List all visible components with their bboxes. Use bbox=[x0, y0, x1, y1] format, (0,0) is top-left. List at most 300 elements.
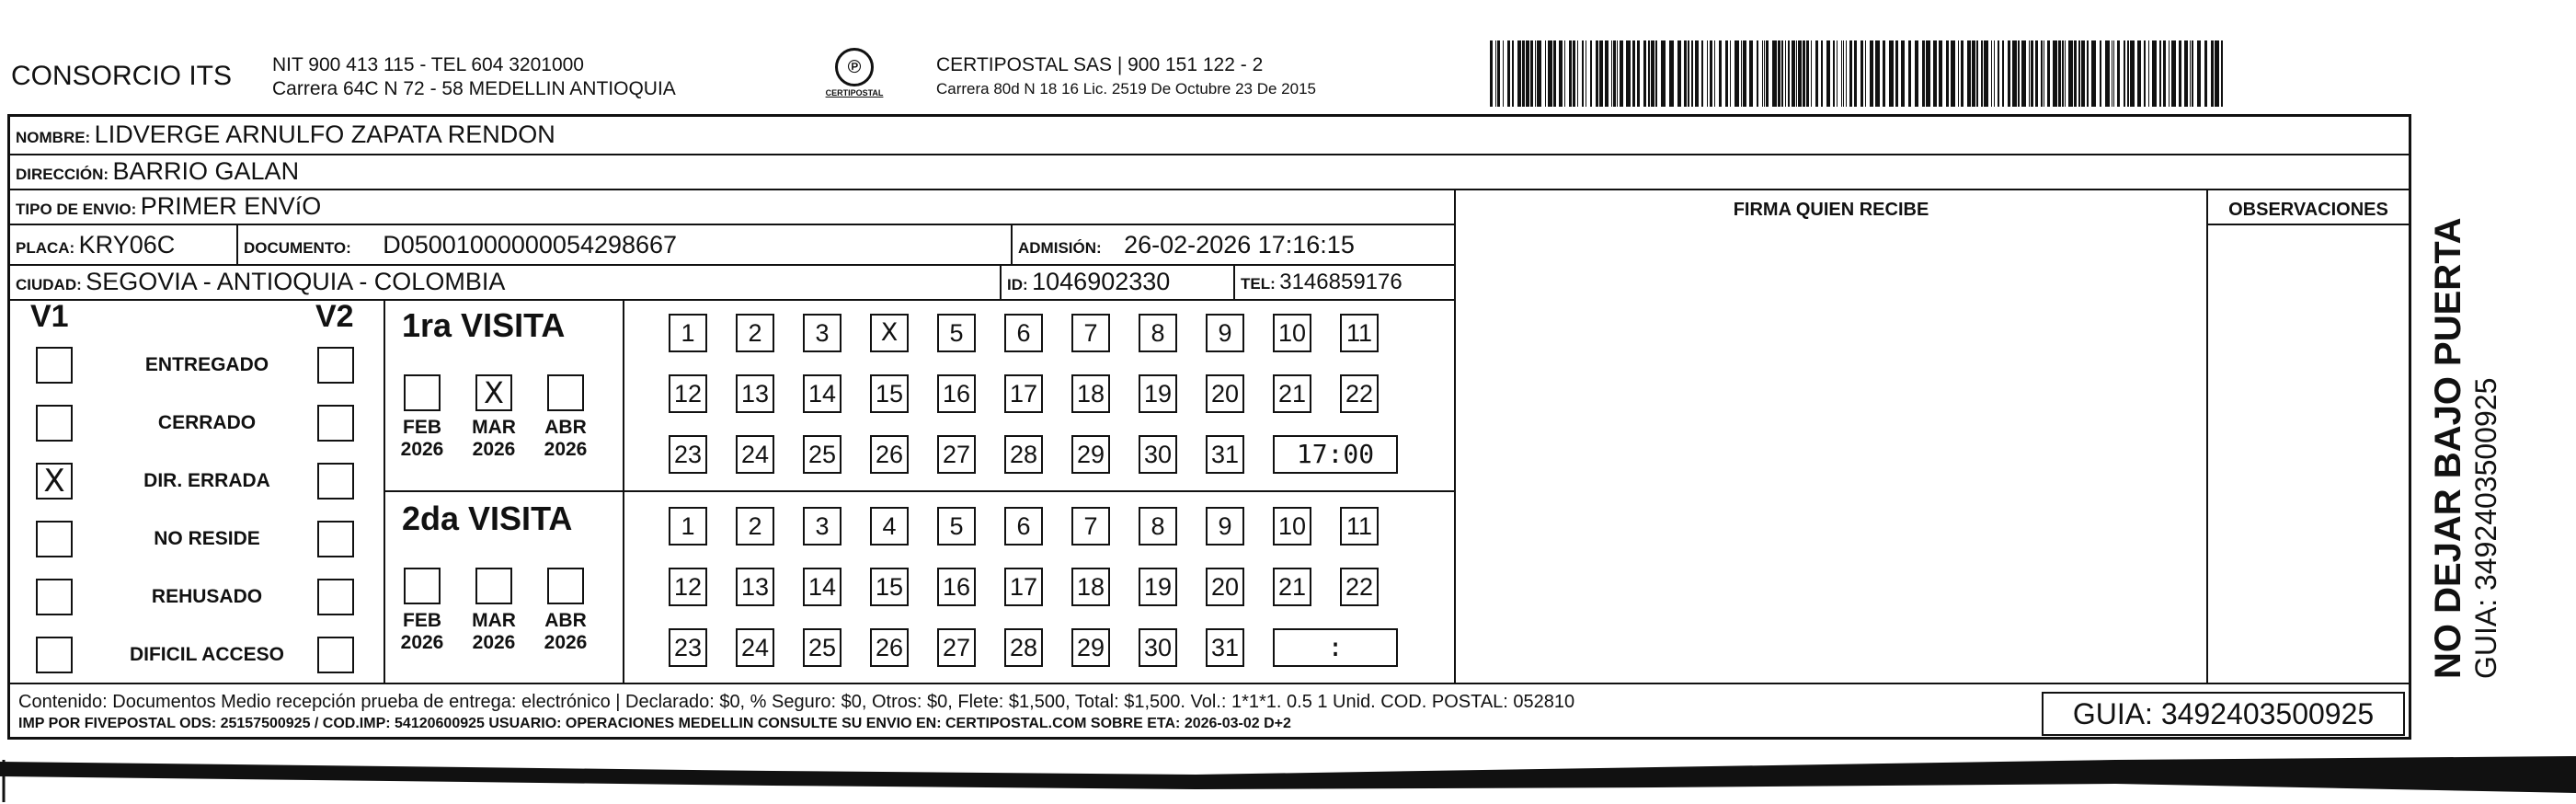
barcode-bar bbox=[1792, 40, 1795, 107]
barcode-bar bbox=[2021, 40, 2026, 107]
barcode-bar bbox=[2029, 40, 2030, 107]
barcode-bar bbox=[1860, 40, 1863, 107]
company-name: CONSORCIO ITS bbox=[11, 61, 233, 91]
barcode-bar bbox=[1490, 40, 1493, 107]
barcode-bar bbox=[1772, 40, 1777, 107]
rule bbox=[236, 224, 238, 264]
second-visit-day[interactable]: 24 bbox=[736, 628, 774, 667]
rule bbox=[10, 224, 1454, 225]
barcode-bar bbox=[1497, 40, 1500, 107]
barcode-bar bbox=[2113, 40, 2114, 107]
barcode-bar bbox=[1998, 40, 1999, 107]
second-visit-day[interactable]: 3 bbox=[803, 507, 841, 546]
barcode-bar bbox=[1815, 40, 1818, 107]
barcode-bar bbox=[2192, 40, 2193, 107]
barcode-bar bbox=[2031, 40, 2033, 107]
first-visit-day[interactable]: 20 bbox=[1206, 374, 1244, 413]
second-visit-day[interactable]: 20 bbox=[1206, 568, 1244, 606]
barcode-bar bbox=[1946, 40, 1949, 107]
barcode-bar bbox=[1655, 40, 1657, 107]
first-visit-day[interactable]: 17 bbox=[1004, 374, 1043, 413]
second-visit-month-checkbox[interactable] bbox=[475, 568, 512, 604]
barcode-bar bbox=[1785, 40, 1786, 107]
barcode-bar bbox=[1865, 40, 1866, 107]
rule bbox=[10, 264, 1454, 266]
nombre-field bbox=[16, 121, 555, 149]
v2-checkbox[interactable] bbox=[317, 637, 354, 673]
v2-checkbox[interactable] bbox=[317, 521, 354, 557]
barcode-bar bbox=[1846, 40, 1847, 107]
tipo-field bbox=[16, 192, 321, 221]
barcode-bar bbox=[1915, 40, 1918, 107]
barcode-bar bbox=[1725, 40, 1728, 107]
second-visit-month-label bbox=[395, 610, 450, 654]
first-visit-day[interactable]: 25 bbox=[803, 435, 841, 474]
barcode-bar bbox=[1833, 40, 1835, 107]
second-visit-day[interactable]: 12 bbox=[669, 568, 707, 606]
barcode-bar bbox=[1843, 40, 1844, 107]
second-visit-day[interactable]: 15 bbox=[870, 568, 909, 606]
side-notice bbox=[2428, 217, 2503, 679]
v1-checkbox[interactable] bbox=[36, 637, 73, 673]
first-visit-day[interactable]: 16 bbox=[937, 374, 976, 413]
second-visit-day[interactable]: 1 bbox=[669, 507, 707, 546]
barcode-bar bbox=[1749, 40, 1753, 107]
ciudad-field bbox=[16, 268, 505, 296]
v2-checkbox[interactable] bbox=[317, 405, 354, 442]
id-field bbox=[1007, 268, 1170, 296]
barcode-bar bbox=[1564, 40, 1565, 107]
second-visit-day[interactable]: 27 bbox=[937, 628, 976, 667]
barcode-bar bbox=[2081, 40, 2085, 107]
ciudad-value: SEGOVIA - ANTIOQUIA - COLOMBIA bbox=[86, 268, 506, 295]
barcode-bar bbox=[2130, 40, 2135, 107]
nit-line: NIT 900 413 115 - TEL 604 3201000 bbox=[272, 54, 584, 75]
second-visit-day[interactable]: 26 bbox=[870, 628, 909, 667]
second-visit-day[interactable]: 29 bbox=[1071, 628, 1110, 667]
v2-checkbox[interactable] bbox=[317, 347, 354, 384]
barcode-bar bbox=[2008, 40, 2010, 107]
barcode-bar bbox=[1596, 40, 1598, 107]
status-label: CERRADO bbox=[157, 412, 257, 433]
barcode-bar bbox=[1741, 40, 1742, 107]
first-visit-day[interactable]: 30 bbox=[1139, 435, 1177, 474]
barcode-bar bbox=[2152, 40, 2157, 107]
first-visit-day[interactable]: 6 bbox=[1004, 314, 1043, 352]
barcode-bar bbox=[1967, 40, 1971, 107]
barcode-bar bbox=[1764, 40, 1765, 107]
first-visit-time[interactable]: 17:00 bbox=[1273, 435, 1398, 474]
barcode-bar bbox=[1535, 40, 1536, 107]
second-visit-day[interactable]: 4 bbox=[870, 507, 909, 546]
barcode-bar bbox=[2035, 40, 2038, 107]
admision-value: 26-02-2026 17:16:15 bbox=[1124, 231, 1355, 258]
v1-header: V1 bbox=[30, 299, 69, 334]
barcode-bar bbox=[1939, 40, 1942, 107]
tipo-value: PRIMER ENVíO bbox=[140, 192, 322, 220]
first-visit-month-checkbox[interactable]: X bbox=[475, 374, 512, 411]
second-visit-time[interactable]: : bbox=[1273, 628, 1398, 667]
status-label: DIR. ERRADA bbox=[143, 470, 270, 491]
second-visit-month-checkbox[interactable] bbox=[404, 568, 441, 604]
rule bbox=[384, 490, 1454, 492]
first-visit-day[interactable]: 7 bbox=[1071, 314, 1110, 352]
month-year: 2026 bbox=[472, 439, 516, 460]
first-visit-day[interactable]: 18 bbox=[1071, 374, 1110, 413]
second-visit-day[interactable]: 22 bbox=[1340, 568, 1379, 606]
barcode-bar bbox=[1972, 40, 1975, 107]
v1-checkbox[interactable]: X bbox=[36, 463, 73, 500]
logo-text: CERTIPOSTAL bbox=[825, 88, 884, 98]
barcode-bar bbox=[1530, 40, 1533, 107]
first-visit-day[interactable]: 27 bbox=[937, 435, 976, 474]
barcode-bar bbox=[1926, 40, 1930, 107]
status-label: REHUSADO bbox=[151, 586, 263, 607]
barcode-bar bbox=[1719, 40, 1722, 107]
second-visit-day[interactable]: 11 bbox=[1340, 507, 1379, 546]
direccion-label: DIRECCIÓN: bbox=[16, 166, 109, 183]
second-visit-day[interactable]: 9 bbox=[1206, 507, 1244, 546]
rule bbox=[1000, 264, 1002, 299]
first-visit-day[interactable]: 29 bbox=[1071, 435, 1110, 474]
barcode-bar bbox=[1553, 40, 1556, 107]
month-name: ABR bbox=[544, 417, 587, 438]
barcode-bar bbox=[1503, 40, 1504, 107]
month-year: 2026 bbox=[400, 632, 444, 653]
second-visit-day[interactable]: 16 bbox=[937, 568, 976, 606]
barcode-bar bbox=[1788, 40, 1790, 107]
first-visit-day[interactable]: 10 bbox=[1273, 314, 1311, 352]
ciudad-label: CIUDAD: bbox=[16, 276, 82, 293]
second-visit-day[interactable]: 5 bbox=[937, 507, 976, 546]
month-name: ABR bbox=[544, 610, 587, 631]
address-line: Carrera 64C N 72 - 58 MEDELLIN ANTIOQUIA bbox=[272, 78, 676, 99]
barcode-bar bbox=[1958, 40, 1959, 107]
first-visit-month-label bbox=[395, 417, 450, 461]
barcode-bar bbox=[1984, 40, 1988, 107]
second-visit-month-checkbox[interactable] bbox=[547, 568, 584, 604]
first-visit-day[interactable]: 23 bbox=[669, 435, 707, 474]
barcode-bar bbox=[2065, 40, 2066, 107]
v2-checkbox[interactable] bbox=[317, 463, 354, 500]
rule bbox=[1233, 264, 1235, 299]
barcode-bar bbox=[1730, 40, 1731, 107]
certipostal-line: CERTIPOSTAL SAS | 900 151 122 - 2 bbox=[936, 54, 1264, 75]
barcode-bar bbox=[1632, 40, 1635, 107]
barcode-bar bbox=[1648, 40, 1650, 107]
v1-checkbox[interactable] bbox=[36, 405, 73, 442]
torn-edge bbox=[0, 756, 2576, 804]
month-name: FEB bbox=[403, 610, 441, 631]
barcode-bar bbox=[1620, 40, 1623, 107]
placa-field bbox=[16, 231, 175, 259]
barcode-bar bbox=[1545, 40, 1546, 107]
first-visit-day[interactable]: 21 bbox=[1273, 374, 1311, 413]
barcode-bar bbox=[1695, 40, 1699, 107]
first-visit-day[interactable]: X bbox=[870, 314, 909, 352]
barcode-bar bbox=[1512, 40, 1514, 107]
rule bbox=[10, 683, 2409, 684]
footer-content: Contenido: Documentos Medio recepción prueba de entrega: electrónico | Declarado: $0, % Seguro: $0, Otros: $0, Flete: $1,500, Total: $1,500. Vol.: 1*1*1. 0.5 1 Unid. COD. POSTAL: 052810 bbox=[18, 692, 1575, 712]
documento-label: DOCUMENTO: bbox=[244, 239, 351, 257]
barcode-bar bbox=[1766, 40, 1769, 107]
certipostal-info bbox=[936, 53, 1316, 101]
barcode-bar bbox=[1883, 40, 1885, 107]
month-year: 2026 bbox=[472, 632, 516, 653]
v1-checkbox[interactable] bbox=[36, 347, 73, 384]
tel-field bbox=[1241, 270, 1402, 295]
rule bbox=[1011, 224, 1013, 264]
barcode-bar bbox=[1895, 40, 1898, 107]
side-guia: GUIA: 3492403500925 bbox=[2469, 377, 2502, 679]
barcode-bar bbox=[1661, 40, 1666, 107]
first-visit-day[interactable]: 12 bbox=[669, 374, 707, 413]
barcode-bar bbox=[2204, 40, 2207, 107]
first-visit-month-label bbox=[466, 417, 521, 461]
rule bbox=[623, 299, 624, 683]
second-visit-day[interactable]: 25 bbox=[803, 628, 841, 667]
barcode-bar bbox=[1590, 40, 1592, 107]
barcode-bar bbox=[2058, 40, 2061, 107]
barcode-bar bbox=[1757, 40, 1758, 107]
v2-checkbox[interactable] bbox=[317, 579, 354, 615]
first-visit-day[interactable]: 19 bbox=[1139, 374, 1177, 413]
first-visit-day[interactable]: 9 bbox=[1206, 314, 1244, 352]
barcode-bar bbox=[1710, 40, 1712, 107]
first-visit-day[interactable]: 15 bbox=[870, 374, 909, 413]
barcode-bar bbox=[1981, 40, 1983, 107]
guide-form bbox=[7, 114, 2411, 740]
second-visit-day[interactable]: 10 bbox=[1273, 507, 1311, 546]
second-visit-day[interactable]: 17 bbox=[1004, 568, 1043, 606]
rule bbox=[10, 154, 2409, 155]
barcode-bar bbox=[1811, 40, 1812, 107]
first-visit-day[interactable]: 26 bbox=[870, 435, 909, 474]
barcode-bar bbox=[1743, 40, 1746, 107]
barcode-bar bbox=[2078, 40, 2080, 107]
barcode-bar bbox=[2074, 40, 2077, 107]
second-visit-day[interactable]: 21 bbox=[1273, 568, 1311, 606]
barcode-bar bbox=[2117, 40, 2120, 107]
barcode-bar bbox=[1537, 40, 1541, 107]
barcode-bar bbox=[2169, 40, 2170, 107]
barcode-bar bbox=[1559, 40, 1563, 107]
first-visit-day[interactable]: 8 bbox=[1139, 314, 1177, 352]
barcode-bar bbox=[1677, 40, 1681, 107]
rule bbox=[1454, 189, 1456, 683]
barcode-bar bbox=[1651, 40, 1654, 107]
barcode-bar bbox=[2041, 40, 2043, 107]
barcode-bar bbox=[1691, 40, 1693, 107]
barcode-bar bbox=[1669, 40, 1674, 107]
second-visit-day[interactable]: 31 bbox=[1206, 628, 1244, 667]
first-visit-month-label bbox=[538, 417, 593, 461]
tipo-label: TIPO DE ENVIO: bbox=[16, 201, 137, 218]
barcode-bar bbox=[1577, 40, 1578, 107]
tel-value: 3146859176 bbox=[1279, 270, 1402, 294]
first-visit-day[interactable]: 13 bbox=[736, 374, 774, 413]
barcode-bar bbox=[1841, 40, 1842, 107]
nombre-label: NOMBRE: bbox=[16, 129, 91, 146]
second-visit-day[interactable]: 28 bbox=[1004, 628, 1043, 667]
barcode bbox=[1490, 40, 2226, 107]
barcode-bar bbox=[1961, 40, 1963, 107]
barcode-bar bbox=[2197, 40, 2201, 107]
first-visit-month-checkbox[interactable] bbox=[404, 374, 441, 411]
barcode-bar bbox=[2190, 40, 2191, 107]
barcode-bar bbox=[2171, 40, 2176, 107]
rule bbox=[2206, 189, 2208, 683]
guia-box: GUIA: 3492403500925 bbox=[2042, 692, 2405, 736]
rule bbox=[10, 299, 1454, 301]
month-name: MAR bbox=[472, 610, 516, 631]
barcode-bar bbox=[2148, 40, 2149, 107]
first-visit-day[interactable]: 24 bbox=[736, 435, 774, 474]
first-visit-day[interactable]: 5 bbox=[937, 314, 976, 352]
id-value: 1046902330 bbox=[1032, 268, 1171, 295]
barcode-bar bbox=[2215, 40, 2219, 107]
second-visit-day[interactable]: 14 bbox=[803, 568, 841, 606]
barcode-bar bbox=[1507, 40, 1510, 107]
barcode-bar bbox=[1901, 40, 1905, 107]
logo-icon: ℗ bbox=[835, 48, 874, 86]
barcode-bar bbox=[1611, 40, 1612, 107]
barcode-bar bbox=[1626, 40, 1631, 107]
footer-print-info: IMP POR FIVEPOSTAL ODS: 25157500925 / COD.IMP: 54120600925 USUARIO: OPERACIONES MEDELLIN CONSULTE SU ENVIO EN: CERTIPOSTAL.COM SOBRE ETA: 2026-03-02 D+2 bbox=[18, 716, 1291, 731]
second-visit-day[interactable]: 8 bbox=[1139, 507, 1177, 546]
barcode-bar bbox=[2053, 40, 2057, 107]
barcode-bar bbox=[2105, 40, 2110, 107]
second-visit-day[interactable]: 2 bbox=[736, 507, 774, 546]
month-year: 2026 bbox=[544, 439, 588, 460]
barcode-bar bbox=[1854, 40, 1857, 107]
barcode-bar bbox=[1714, 40, 1715, 107]
first-visit-day[interactable]: 14 bbox=[803, 374, 841, 413]
barcode-bar bbox=[1599, 40, 1603, 107]
month-name: MAR bbox=[472, 417, 516, 438]
barcode-bar bbox=[1837, 40, 1838, 107]
second-visit-day[interactable]: 18 bbox=[1071, 568, 1110, 606]
barcode-bar bbox=[1517, 40, 1521, 107]
v2-header: V2 bbox=[315, 299, 354, 334]
first-visit-day[interactable]: 31 bbox=[1206, 435, 1244, 474]
barcode-bar bbox=[2068, 40, 2073, 107]
second-visit-day[interactable]: 23 bbox=[669, 628, 707, 667]
month-name: FEB bbox=[403, 417, 441, 438]
direccion-field bbox=[16, 157, 299, 186]
barcode-bar bbox=[2179, 40, 2181, 107]
barcode-bar bbox=[2002, 40, 2004, 107]
second-visit-day[interactable]: 30 bbox=[1139, 628, 1177, 667]
first-visit-day[interactable]: 28 bbox=[1004, 435, 1043, 474]
observaciones-header: OBSERVACIONES bbox=[2228, 200, 2388, 220]
barcode-bar bbox=[2012, 40, 2017, 107]
barcode-bar bbox=[2184, 40, 2188, 107]
barcode-bar bbox=[1569, 40, 1572, 107]
barcode-bar bbox=[2018, 40, 2020, 107]
first-visit-month-checkbox[interactable] bbox=[547, 374, 584, 411]
barcode-bar bbox=[1806, 40, 1809, 107]
barcode-bar bbox=[1637, 40, 1640, 107]
second-visit-day[interactable]: 6 bbox=[1004, 507, 1043, 546]
barcode-bar bbox=[1994, 40, 1995, 107]
barcode-bar bbox=[1821, 40, 1823, 107]
barcode-bar bbox=[1778, 40, 1780, 107]
certipostal-address: Carrera 80d N 18 16 Lic. 2519 De Octubre 23 De 2015 bbox=[936, 80, 1316, 98]
barcode-bar bbox=[2211, 40, 2214, 107]
first-visit-day[interactable]: 22 bbox=[1340, 374, 1379, 413]
first-visit-day[interactable]: 2 bbox=[736, 314, 774, 352]
barcode-bar bbox=[1684, 40, 1687, 107]
admision-label: ADMISIÓN: bbox=[1018, 239, 1102, 257]
barcode-bar bbox=[2137, 40, 2141, 107]
barcode-bar bbox=[2144, 40, 2146, 107]
barcode-bar bbox=[1870, 40, 1873, 107]
certipostal-logo bbox=[813, 48, 896, 103]
rule bbox=[384, 299, 385, 683]
first-visit-day[interactable]: 11 bbox=[1340, 314, 1379, 352]
barcode-bar bbox=[1617, 40, 1618, 107]
barcode-bar bbox=[1803, 40, 1805, 107]
barcode-bar bbox=[1875, 40, 1880, 107]
barcode-bar bbox=[1908, 40, 1911, 107]
barcode-bar bbox=[1933, 40, 1937, 107]
barcode-bar bbox=[2100, 40, 2101, 107]
first-visit-day[interactable]: 1 bbox=[669, 314, 707, 352]
barcode-bar bbox=[2087, 40, 2089, 107]
first-visit-day[interactable]: 3 bbox=[803, 314, 841, 352]
month-year: 2026 bbox=[400, 439, 444, 460]
placa-label: PLACA: bbox=[16, 239, 75, 257]
firma-header: FIRMA QUIEN RECIBE bbox=[1733, 200, 1929, 220]
barcode-bar bbox=[2062, 40, 2064, 107]
barcode-bar bbox=[1796, 40, 1797, 107]
v1-checkbox[interactable] bbox=[36, 579, 73, 615]
second-visit-day[interactable]: 13 bbox=[736, 568, 774, 606]
barcode-bar bbox=[2127, 40, 2129, 107]
direccion-value: BARRIO GALAN bbox=[112, 157, 300, 185]
barcode-bar bbox=[1613, 40, 1616, 107]
barcode-bar bbox=[1735, 40, 1739, 107]
rule bbox=[10, 189, 2409, 190]
barcode-bar bbox=[2047, 40, 2050, 107]
barcode-bar bbox=[2159, 40, 2161, 107]
barcode-bar bbox=[1849, 40, 1852, 107]
id-label: ID: bbox=[1007, 276, 1028, 293]
v1-checkbox[interactable] bbox=[36, 521, 73, 557]
second-visit-day[interactable]: 19 bbox=[1139, 568, 1177, 606]
barcode-bar bbox=[1526, 40, 1529, 107]
side-warning: NO DEJAR BAJO PUERTA bbox=[2428, 217, 2468, 679]
barcode-bar bbox=[1495, 40, 1496, 107]
barcode-bar bbox=[1951, 40, 1955, 107]
rule bbox=[2208, 224, 2409, 225]
barcode-bar bbox=[1548, 40, 1552, 107]
barcode-bar bbox=[1826, 40, 1830, 107]
documento-value: D05001000000054298667 bbox=[383, 231, 678, 258]
barcode-bar bbox=[1522, 40, 1525, 107]
company-info bbox=[272, 53, 676, 101]
barcode-bar bbox=[1573, 40, 1575, 107]
barcode-bar bbox=[2091, 40, 2096, 107]
barcode-bar bbox=[1688, 40, 1689, 107]
barcode-bar bbox=[1582, 40, 1584, 107]
documento-field bbox=[244, 231, 677, 259]
second-visit-month-label bbox=[538, 610, 593, 654]
status-label: DIFICIL ACCESO bbox=[129, 644, 284, 665]
placa-value: KRY06C bbox=[78, 231, 176, 258]
second-visit-day[interactable]: 7 bbox=[1071, 507, 1110, 546]
